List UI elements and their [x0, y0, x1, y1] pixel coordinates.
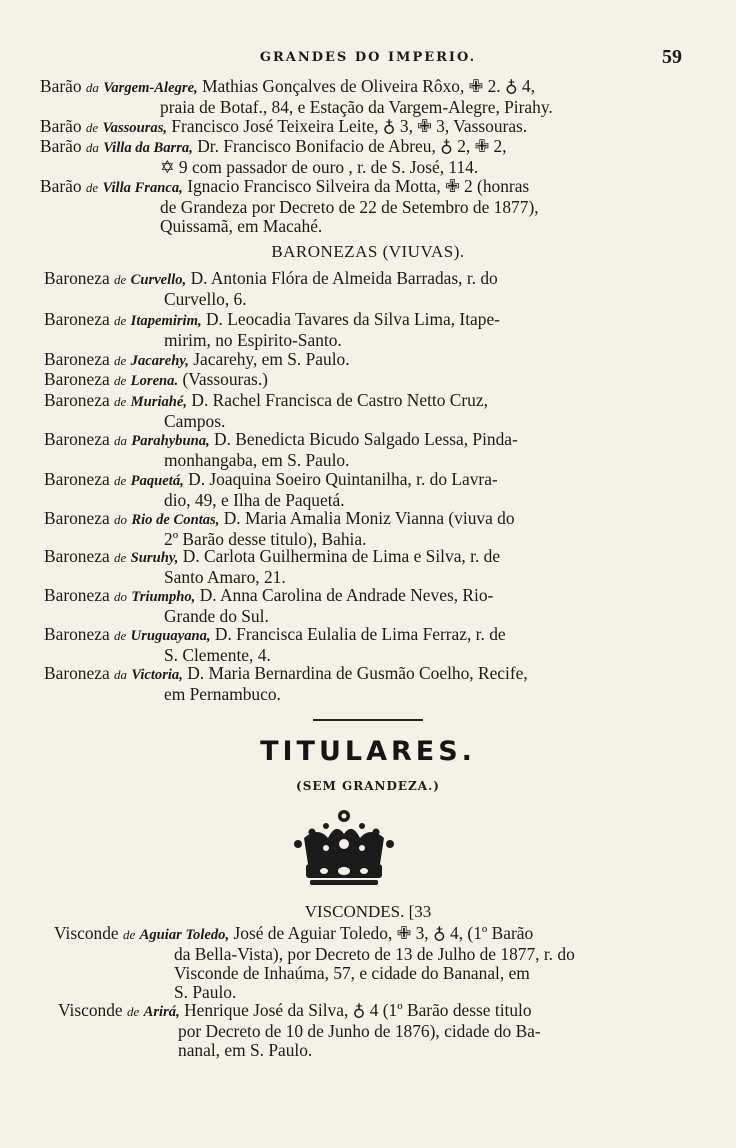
entry-name: Parahybuna, [131, 433, 210, 449]
entry-visconde [58, 1001, 688, 1060]
entry-name: Lorena. [130, 373, 179, 389]
entry-text: D. Joaquina Soeiro Quintanilha, r. do Lavra- [188, 469, 498, 489]
entry-name: Itapemirim, [130, 313, 202, 329]
entry-text: D. Leocadia Tavares da Silva Lima, Itape- [205, 309, 500, 329]
entry-text: D. Maria Bernardina de Gusmão Coelho, Recife, [187, 663, 528, 683]
entry-baroneza [44, 470, 684, 510]
entry-name: Rio de Contas, [131, 512, 220, 528]
entry-baroneza [44, 310, 684, 350]
entry-title: Barão [40, 136, 82, 156]
entry-name: Vassouras, [102, 120, 168, 136]
entry-prep: de [114, 550, 127, 565]
entry-name: Arirá, [143, 1004, 180, 1020]
entry-name: Uruguayana, [130, 628, 211, 644]
titulares-subheading: (SEM GRANDEZA.) [296, 779, 440, 793]
entry-barao-vassouras [40, 117, 696, 138]
entry-name: Villa da Barra, [103, 140, 193, 156]
entry-text: em Pernambuco. [164, 684, 281, 704]
entry-prep: de [123, 927, 136, 942]
entry-title: Baroneza [44, 546, 110, 566]
entry-prep: de [85, 180, 99, 195]
entry-prep: do [114, 512, 128, 527]
entry-name: Muriahé, [130, 394, 188, 410]
entry-prep: de [114, 628, 127, 643]
entry-name: Curvello, [130, 272, 187, 288]
entry-text: mirim, no Espirito-Santo. [164, 330, 342, 350]
entry-baroneza [44, 350, 684, 371]
section-heading-viscondes: VISCONDES. [33 [304, 902, 432, 921]
entry-name: Victoria, [131, 667, 183, 683]
entry-prep: de [85, 120, 99, 135]
entry-text: praia de Botaf., 84, e Estação da Vargem-Alegre, Pirahy. [160, 97, 553, 117]
entry-text: D. Maria Amalia Moniz Vianna (viuva do [223, 508, 515, 528]
entry-text: D. Carlota Guilhermina de Lima e Silva, r. de [182, 546, 501, 566]
entry-title: Baroneza [44, 663, 110, 683]
entry-text: por Decreto de 10 de Junho de 1876), cidade do Ba- [178, 1021, 541, 1041]
entry-text: D. Anna Carolina de Andrade Neves, Rio- [199, 585, 494, 605]
entry-text: D. Francisca Eulalia de Lima Ferraz, r. de [214, 624, 506, 644]
entry-text: da Bella-Vista), por Decreto de 13 de Julho de 1877, r. do [174, 944, 575, 964]
entry-prep: da [85, 140, 99, 155]
entry-prep: do [114, 589, 128, 604]
entry-text: S. Clemente, 4. [164, 645, 271, 665]
entry-prep: de [114, 473, 127, 488]
entry-name: Aguiar Toledo, [139, 927, 230, 943]
section-divider [313, 719, 423, 721]
entry-text: 2º Barão desse titulo), Bahia. [164, 529, 367, 549]
entry-text: Santo Amaro, 21. [164, 567, 286, 587]
entry-title: Barão [40, 116, 82, 136]
entry-title: Baroneza [44, 390, 110, 410]
entry-title: Visconde [58, 1000, 123, 1020]
entry-text: Mathias Gonçalves de Oliveira Rôxo, ✙ 2. ♁ 4, [202, 76, 536, 96]
entry-text: (Vassouras.) [182, 369, 268, 389]
entry-text: Francisco José Teixeira Leite, ♁ 3, ✙ 3, Vassouras. [171, 116, 528, 136]
entry-title: Visconde [54, 923, 119, 943]
entry-prep: da [85, 80, 99, 95]
entry-text: D. Benedicta Bicudo Salgado Lessa, Pinda- [214, 429, 518, 449]
entry-title: Baroneza [44, 369, 110, 389]
titulares-heading: TITULARES. [260, 736, 476, 767]
entry-text: de Grandeza por Decreto de 22 de Setembro de 1877), [160, 197, 539, 217]
entry-title: Baroneza [44, 349, 110, 369]
entry-text: nanal, em S. Paulo. [178, 1040, 313, 1060]
page-header [40, 46, 696, 70]
entry-baroneza [44, 625, 684, 665]
entry-baroneza [44, 430, 684, 470]
entry-title: Baroneza [44, 508, 110, 528]
entry-text: Ignacio Francisco Silveira da Motta, ✙ 2 (honras [187, 176, 530, 196]
entry-title: Baroneza [44, 429, 110, 449]
entry-title: Baroneza [44, 469, 110, 489]
entry-prep: de [114, 373, 127, 388]
entry-baroneza [44, 391, 684, 431]
entry-text: Campos. [164, 411, 226, 431]
running-head: GRANDES DO IMPERIO. [259, 50, 477, 65]
entry-text: Dr. Francisco Bonifacio de Abreu, ♁ 2, ✙ 2, [197, 136, 507, 156]
entry-text: Grande do Sul. [164, 606, 269, 626]
entry-baroneza [44, 269, 684, 309]
entry-title: Baroneza [44, 268, 110, 288]
entry-text: Curvello, 6. [164, 289, 247, 309]
entry-prep: de [114, 313, 127, 328]
crown-icon [288, 808, 400, 888]
entry-prep: da [114, 667, 128, 682]
entry-text: Henrique José da Silva, ♁ 4 (1º Barão desse titulo [184, 1000, 532, 1020]
entry-baroneza [44, 509, 684, 549]
entry-baroneza [44, 586, 684, 626]
entry-name: Vargem-Alegre, [103, 80, 198, 96]
entry-text: Quissamã, em Macahé. [160, 216, 323, 236]
page-number: 59 [662, 46, 682, 68]
entry-barao-vargem-alegre [40, 77, 696, 117]
entry-title: Baroneza [44, 309, 110, 329]
entry-baroneza [44, 370, 684, 391]
entry-prep: de [114, 353, 127, 368]
entry-name: Suruhy, [130, 550, 179, 566]
entry-text: D. Antonia Flóra de Almeida Barradas, r. do [190, 268, 498, 288]
entry-prep: da [114, 433, 128, 448]
entry-title: Barão [40, 176, 82, 196]
entry-text: monhangaba, em S. Paulo. [164, 450, 350, 470]
entry-name: Villa Franca, [102, 180, 183, 196]
entry-barao-villa-da-barra [40, 137, 696, 177]
entry-visconde [54, 924, 688, 1002]
entry-text: dio, 49, e Ilha de Paquetá. [164, 490, 345, 510]
entry-text: José de Aguiar Toledo, ✙ 3, ♁ 4, (1º Barão [233, 923, 534, 943]
entry-name: Triumpho, [131, 589, 196, 605]
section-heading-baronezas: BARONEZAS (VIUVAS). [271, 242, 465, 261]
entry-text: Visconde de Inhaúma, 57, e cidade do Bananal, em [174, 963, 530, 983]
entry-text: D. Rachel Francisca de Castro Netto Cruz, [191, 390, 488, 410]
entry-text: S. Paulo. [174, 982, 237, 1002]
entry-text: Jacarehy, em S. Paulo. [193, 349, 350, 369]
entry-baroneza [44, 664, 684, 704]
entry-name: Jacarehy, [130, 353, 189, 369]
entry-title: Baroneza [44, 624, 110, 644]
entry-text: ✡ 9 com passador de ouro , r. de S. José, 114. [160, 157, 479, 177]
entry-name: Paquetá, [130, 473, 184, 489]
entry-barao-villa-franca [40, 177, 696, 236]
entry-baroneza [44, 547, 684, 587]
entry-prep: de [114, 272, 127, 287]
entry-prep: de [114, 394, 127, 409]
entry-prep: de [127, 1004, 140, 1019]
entry-title: Barão [40, 76, 82, 96]
entry-title: Baroneza [44, 585, 110, 605]
